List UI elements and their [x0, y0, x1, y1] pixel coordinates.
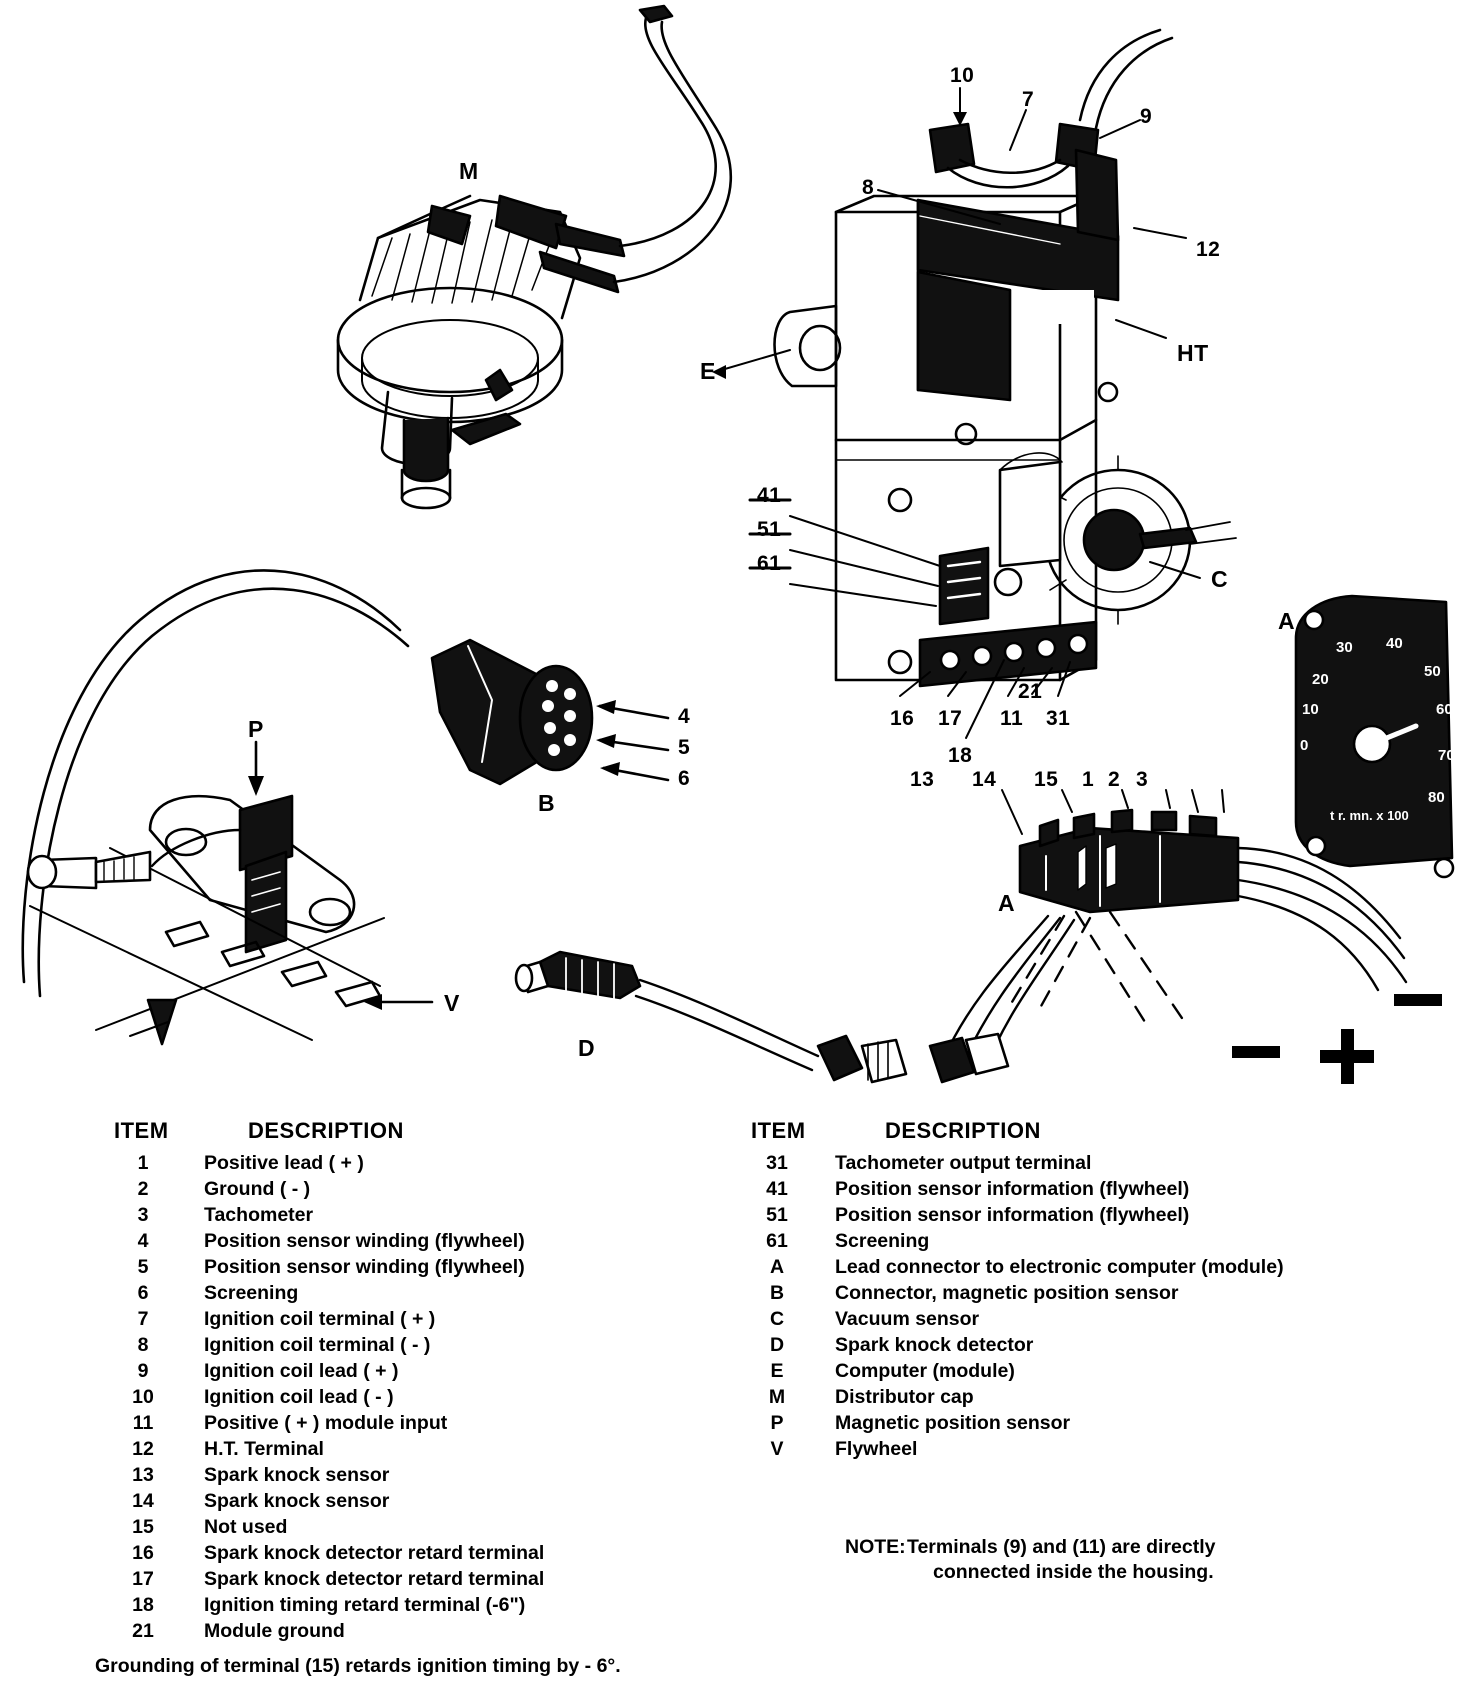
callout-21: 21 [1018, 680, 1043, 703]
legend-item-description: Spark knock sensor [204, 1490, 390, 1512]
legend-item-number: 61 [766, 1230, 788, 1252]
connector-b-graphic [432, 640, 668, 784]
legend-item-description: Screening [835, 1230, 930, 1252]
legend-item-description: Ignition coil terminal ( + ) [204, 1308, 436, 1330]
svg-text:20: 20 [1312, 671, 1329, 688]
callout-7: 7 [1022, 88, 1035, 111]
callout-16: 16 [890, 707, 915, 730]
legend-item-number: V [770, 1438, 784, 1460]
distributor-cap-graphic [338, 6, 731, 508]
legend-item-number: 51 [766, 1204, 788, 1226]
minus-icon-bottom [1232, 1046, 1280, 1058]
callout-17: 17 [938, 707, 963, 730]
callout-b: B [538, 790, 556, 816]
legend-item-number: 1 [137, 1152, 149, 1174]
callout-1: 1 [1082, 768, 1095, 791]
legend-item-number: 10 [132, 1386, 154, 1408]
callout-11: 11 [1000, 707, 1024, 730]
legend-item-number: 3 [137, 1204, 149, 1226]
legend-header-description-left: DESCRIPTION [248, 1118, 404, 1143]
legend-item-number: 15 [132, 1516, 154, 1538]
legend-item-description: Spark knock detector retard terminal [204, 1568, 545, 1590]
legend-item-number: 8 [137, 1334, 149, 1356]
legend-item-number: 41 [766, 1178, 788, 1200]
legend-header-description-right: DESCRIPTION [885, 1118, 1041, 1143]
callout-51: 51 [757, 518, 782, 541]
svg-text:10: 10 [1302, 701, 1319, 718]
legend-item-number: 17 [132, 1568, 154, 1590]
legend-item-number: E [770, 1360, 784, 1382]
footer-note: Grounding of terminal (15) retards ignition timing by - 6°. [95, 1655, 621, 1677]
callout-14: 14 [972, 768, 997, 791]
legend-item-number: 2 [137, 1178, 149, 1200]
legend-item-description: Tachometer output terminal [835, 1152, 1092, 1174]
polarity-marks [1232, 994, 1442, 1084]
callout-5: 5 [678, 736, 691, 759]
legend-header-item-right: ITEM [751, 1118, 806, 1143]
svg-text:t r. mn. x 100: t r. mn. x 100 [1330, 808, 1409, 823]
legend-item-description: Spark knock sensor [204, 1464, 390, 1486]
legend-item-number: B [769, 1282, 785, 1304]
callout-m: M [459, 158, 479, 184]
minus-icon-top [1394, 994, 1442, 1006]
legend-item-number: 21 [132, 1620, 154, 1642]
legend-item-number: 5 [137, 1256, 149, 1278]
svg-text:0: 0 [1300, 737, 1309, 754]
callout-18: 18 [948, 744, 973, 767]
legend-item-number: 9 [137, 1360, 149, 1382]
legend-item-description: Spark knock detector [835, 1334, 1034, 1356]
legend-item-description: Lead connector to electronic computer (module) [835, 1256, 1284, 1278]
legend-item-number: 16 [132, 1542, 154, 1564]
legend-item-number: C [769, 1308, 785, 1330]
legend-item-number: 7 [137, 1308, 149, 1330]
legend-item-number: 31 [766, 1152, 788, 1174]
callout-8: 8 [862, 176, 875, 199]
legend-item-description: Module ground [204, 1620, 345, 1642]
legend-item-description: Ignition coil lead ( - ) [204, 1386, 394, 1408]
callout-a-connector: A [998, 890, 1016, 916]
spark-knock-detector-graphic [516, 952, 1008, 1082]
legend-item-description: H.T. Terminal [204, 1438, 324, 1460]
callout-p: P [248, 716, 264, 742]
legend-item-description: Not used [204, 1516, 288, 1538]
callout-10: 10 [950, 64, 975, 87]
legend-item-number: 14 [132, 1490, 154, 1512]
callout-6: 6 [678, 767, 691, 790]
callout-4: 4 [678, 705, 691, 728]
legend-item-description: Ignition timing retard terminal (-6") [204, 1594, 526, 1616]
svg-text:30: 30 [1336, 639, 1353, 656]
legend-item-description: Flywheel [835, 1438, 918, 1460]
legend-item-description: Screening [204, 1282, 299, 1304]
legend-item-description: Vacuum sensor [835, 1308, 980, 1330]
callout-v: V [444, 990, 460, 1016]
legend-item-description: Ignition coil lead ( + ) [204, 1360, 399, 1382]
legend-item-number: P [770, 1412, 784, 1434]
callout-41: 41 [757, 484, 782, 507]
callout-3: 3 [1136, 768, 1149, 791]
legend-item-description: Computer (module) [835, 1360, 1015, 1382]
legend-item-description: Magnetic position sensor [835, 1412, 1071, 1434]
callout-9: 9 [1140, 105, 1153, 128]
svg-text:70: 70 [1438, 747, 1455, 764]
legend-item-number: 11 [132, 1412, 154, 1434]
legend-item-number: A [769, 1256, 785, 1278]
note-label: NOTE: [845, 1536, 906, 1558]
legend-item-number: 18 [132, 1594, 154, 1616]
legend-item-description: Distributor cap [835, 1386, 974, 1408]
callout-12: 12 [1196, 238, 1221, 261]
magnetic-position-sensor-graphic [23, 570, 432, 1044]
svg-text:40: 40 [1386, 635, 1403, 652]
legend-item-number: M [768, 1386, 786, 1408]
callout-61: 61 [757, 552, 782, 575]
legend-item-description: Spark knock detector retard terminal [204, 1542, 545, 1564]
callout-15: 15 [1034, 768, 1059, 791]
callout-e: E [700, 358, 716, 384]
legend-item-description: Positive lead ( + ) [204, 1152, 364, 1174]
legend-item-description: Positive ( + ) module input [204, 1412, 448, 1434]
callout-c: C [1211, 566, 1229, 592]
legend-item-description: Position sensor information (flywheel) [835, 1178, 1190, 1200]
legend-item-description: Tachometer [204, 1204, 314, 1226]
legend-item-number: 6 [137, 1282, 149, 1304]
callout-a-gauge: A [1278, 608, 1296, 634]
plus-icon-v [1341, 1029, 1354, 1084]
legend-item-description: Position sensor winding (flywheel) [204, 1230, 525, 1252]
legend-item-number: 13 [132, 1464, 154, 1486]
callout-2: 2 [1108, 768, 1121, 791]
callout-13: 13 [910, 768, 935, 791]
svg-text:60: 60 [1436, 701, 1453, 718]
legend-item-number: D [769, 1334, 785, 1356]
legend-item-description: Connector, magnetic position sensor [835, 1282, 1179, 1304]
legend-item-description: Ignition coil terminal ( - ) [204, 1334, 431, 1356]
legend-header-item-left: ITEM [114, 1118, 169, 1143]
legend-item-description: Position sensor winding (flywheel) [204, 1256, 525, 1278]
legend-item-description: Position sensor information (flywheel) [835, 1204, 1190, 1226]
legend-item-number: 4 [137, 1230, 149, 1252]
svg-text:80: 80 [1428, 789, 1445, 806]
note-line-2: connected inside the housing. [933, 1561, 1214, 1583]
note-line-1: Terminals (9) and (11) are directly [907, 1536, 1216, 1558]
callout-ht: HT [1177, 340, 1209, 366]
legend-item-description: Ground ( - ) [204, 1178, 311, 1200]
tachometer-graphic [1296, 596, 1453, 877]
legend-item-number: 12 [132, 1438, 154, 1460]
svg-text:50: 50 [1424, 663, 1441, 680]
callout-31: 31 [1046, 707, 1071, 730]
callout-d: D [578, 1035, 596, 1061]
computer-module-graphic [775, 30, 1237, 686]
